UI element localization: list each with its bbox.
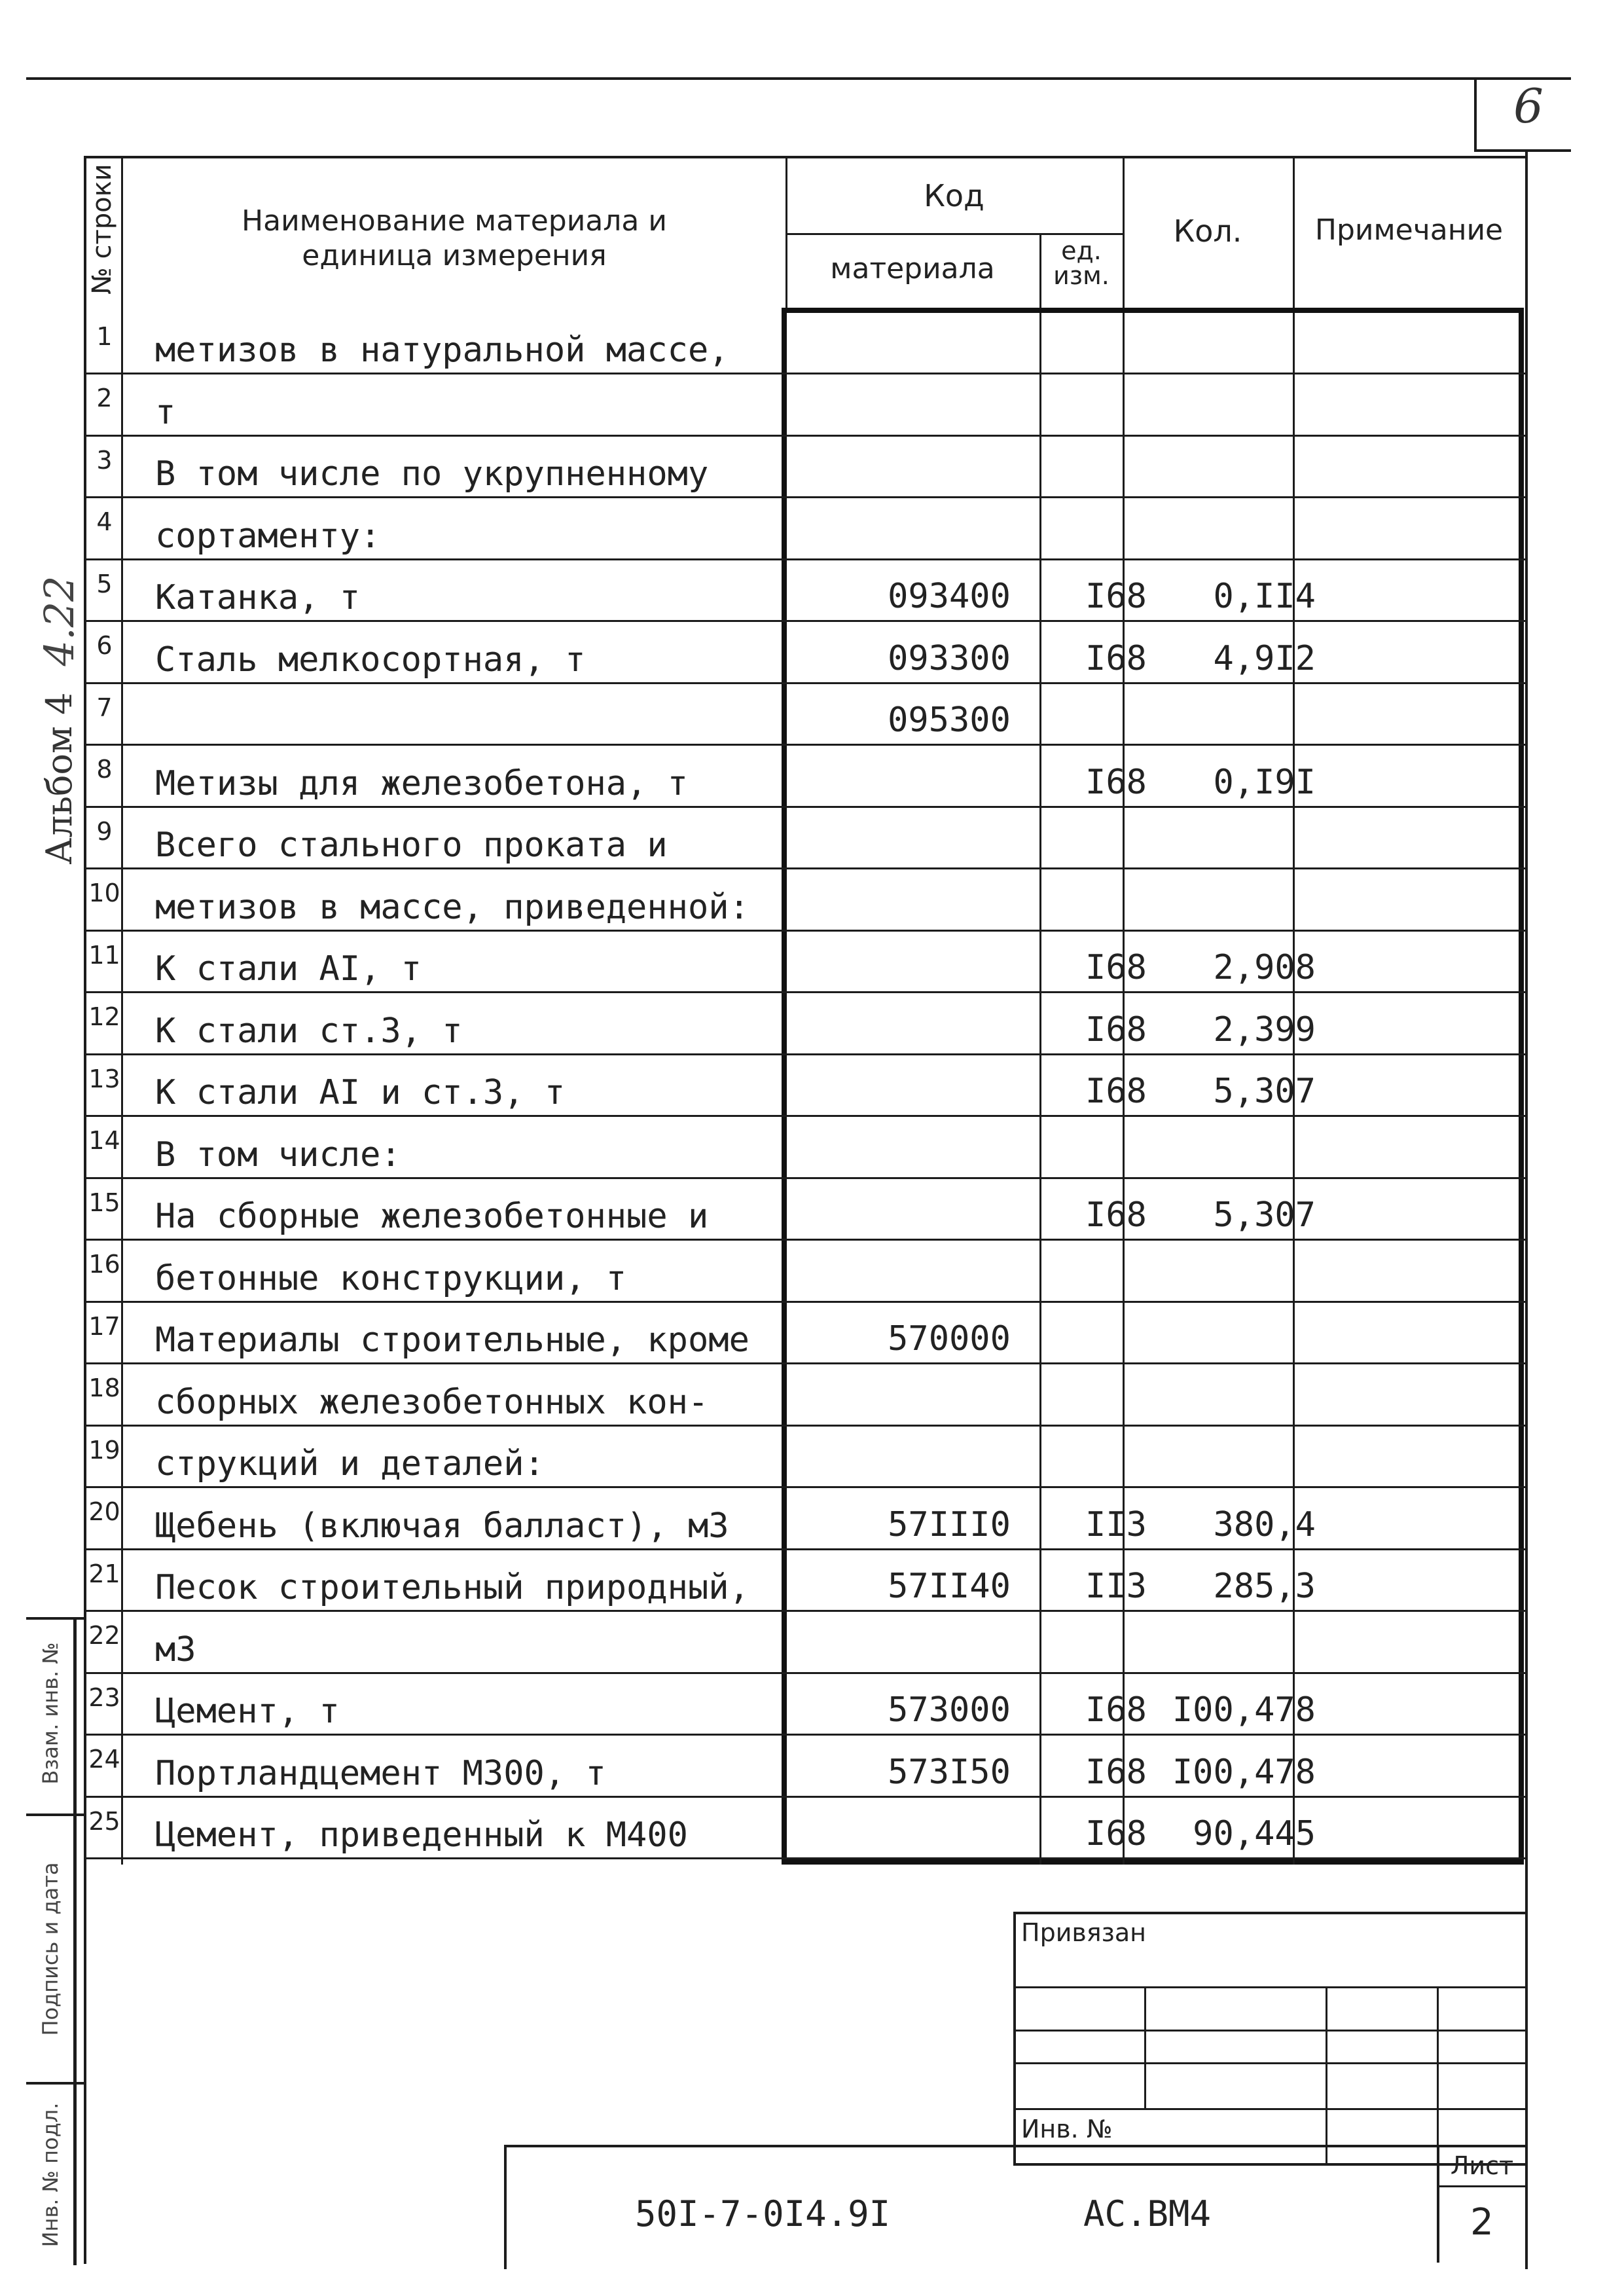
material-code-cell xyxy=(825,1179,1074,1239)
table-row xyxy=(86,313,1525,374)
material-code-cell xyxy=(825,932,1074,991)
table-row xyxy=(86,1488,1525,1550)
row-number-cell: 25 xyxy=(88,1806,120,1836)
note-cell xyxy=(1329,437,1525,496)
material-code-cell xyxy=(825,1241,1074,1300)
unit-code-cell: I68 xyxy=(1085,1010,1147,1049)
note-cell xyxy=(1329,560,1525,620)
table-row xyxy=(86,1364,1525,1426)
table-row xyxy=(86,1427,1525,1488)
unit-code-cell: I68 xyxy=(1085,762,1147,802)
quantity-cell: 285,3 xyxy=(1213,1567,1316,1607)
row-number-cell: 6 xyxy=(96,631,113,661)
table-row xyxy=(86,993,1525,1055)
unit-code-cell: II3 xyxy=(1085,1567,1147,1607)
material-code-cell xyxy=(825,498,1074,558)
note-cell xyxy=(1329,1303,1525,1362)
doc-code: 50I-7-0I4.9I xyxy=(635,2193,891,2234)
table-row xyxy=(86,1798,1525,1859)
material-name-cell: В том числе: xyxy=(155,1135,401,1175)
side-stamp-line xyxy=(73,1617,77,2265)
table-row xyxy=(86,746,1525,807)
note-cell xyxy=(1329,1055,1525,1115)
table-row xyxy=(86,560,1525,622)
header-name-2: единица измерения xyxy=(302,239,607,272)
note-cell xyxy=(1329,313,1525,373)
material-code-cell xyxy=(825,437,1074,496)
header-name-1: Наименование материала и xyxy=(242,204,667,238)
material-name-cell: К стали АI, т xyxy=(155,949,422,989)
row-number-cell: 3 xyxy=(96,445,113,475)
unit-code-cell xyxy=(1074,1364,1159,1424)
table-row xyxy=(86,1241,1525,1302)
table-row xyxy=(86,1303,1525,1364)
row-number-cell: 10 xyxy=(88,879,120,908)
material-code-cell xyxy=(825,1612,1074,1671)
unit-code-cell xyxy=(1074,1303,1159,1362)
table-row xyxy=(86,808,1525,869)
material-code-cell: 093400 xyxy=(888,577,1011,617)
note-cell xyxy=(1329,1179,1525,1239)
material-code-cell: 095300 xyxy=(888,701,1011,740)
material-name-cell: В том числе по укрупненному xyxy=(155,454,709,494)
row-number-cell: 19 xyxy=(88,1435,120,1465)
row-number-cell: 17 xyxy=(88,1311,120,1341)
quantity-cell xyxy=(1159,313,1329,373)
material-name-cell: Цемент, приведенный к М400 xyxy=(155,1815,688,1855)
tied-v2 xyxy=(1326,1986,1327,2163)
quantity-cell: 5,307 xyxy=(1213,1195,1316,1235)
note-cell xyxy=(1329,993,1525,1053)
table-row xyxy=(86,1674,1525,1736)
sheet-corner-vline xyxy=(1474,77,1477,151)
quantity-cell: 4,9I2 xyxy=(1213,638,1316,678)
quantity-cell: I00,478 xyxy=(1172,1690,1316,1730)
quantity-cell xyxy=(1159,1303,1329,1362)
quantity-cell: 2,399 xyxy=(1213,1010,1316,1049)
material-code-cell: 57II40 xyxy=(888,1567,1011,1607)
quantity-cell xyxy=(1159,869,1329,929)
row-number-cell: 4 xyxy=(96,507,113,537)
unit-code-cell xyxy=(1074,684,1159,744)
note-cell xyxy=(1329,1241,1525,1300)
unit-code-cell: I68 xyxy=(1085,1752,1147,1792)
quantity-cell xyxy=(1159,498,1329,558)
row-number-cell: 21 xyxy=(88,1559,120,1588)
row-number-cell: 5 xyxy=(96,569,113,598)
unit-code-cell xyxy=(1074,1117,1159,1176)
note-cell xyxy=(1329,684,1525,744)
table-row xyxy=(86,374,1525,436)
unit-code-cell xyxy=(1074,313,1159,373)
material-name-cell: сборных железобетонных кон- xyxy=(155,1382,709,1422)
unit-code-cell xyxy=(1074,1427,1159,1486)
material-code-cell: 093300 xyxy=(888,638,1011,678)
material-name-cell: Метизы для железобетона, т xyxy=(155,763,688,803)
unit-code-cell: I68 xyxy=(1085,577,1147,617)
row-number-cell: 12 xyxy=(88,1002,120,1032)
row-number-cell: 23 xyxy=(88,1683,120,1712)
note-cell xyxy=(1329,808,1525,867)
note-cell xyxy=(1329,498,1525,558)
row-number-cell: 15 xyxy=(88,1188,120,1217)
material-name-cell: Всего стального проката и xyxy=(155,826,668,866)
table-row xyxy=(86,498,1525,560)
header-qty: Кол. xyxy=(1173,213,1242,249)
material-code-cell xyxy=(825,746,1074,805)
tied-h2 xyxy=(1013,2030,1526,2032)
note-cell xyxy=(1329,869,1525,929)
material-name-cell: Щебень (включая балласт), м3 xyxy=(155,1506,729,1546)
material-code-cell xyxy=(825,1055,1074,1115)
note-cell xyxy=(1329,1612,1525,1671)
material-code-cell xyxy=(825,808,1074,867)
header-code-unit: ед. изм. xyxy=(1053,236,1110,290)
quantity-cell: 380,4 xyxy=(1213,1504,1316,1544)
header-code-group: Код xyxy=(924,178,984,213)
unit-code-cell xyxy=(1074,498,1159,558)
top-border xyxy=(26,77,1571,80)
material-name-cell: Материалы строительные, кроме xyxy=(155,1321,749,1360)
row-number-cell: 24 xyxy=(88,1745,120,1774)
row-number-cell: 8 xyxy=(96,755,113,784)
material-code-cell: 573000 xyxy=(888,1690,1011,1730)
row-number-cell: 2 xyxy=(96,384,113,413)
row-number-cell: 22 xyxy=(88,1621,120,1650)
tied-v1 xyxy=(1144,1986,1146,2108)
table-row xyxy=(86,1612,1525,1673)
material-name-cell: бетонные конструкции, т xyxy=(155,1258,627,1298)
tied-h4 xyxy=(1013,2108,1526,2110)
material-name-cell xyxy=(122,684,825,744)
material-code-cell xyxy=(825,1364,1074,1424)
unit-code-cell xyxy=(1074,808,1159,867)
sheet-cell-h xyxy=(1437,2185,1526,2187)
unit-code-cell: I68 xyxy=(1085,1813,1147,1853)
unit-code-cell xyxy=(1074,1241,1159,1300)
tied-h3 xyxy=(1013,2062,1526,2064)
quantity-cell xyxy=(1159,1241,1329,1300)
material-name-cell: сортаменту: xyxy=(155,516,381,556)
unit-code-cell xyxy=(1074,1612,1159,1671)
material-name-cell: Цемент, т xyxy=(155,1692,340,1732)
material-code-cell xyxy=(825,313,1074,373)
material-name-cell: Песок строительный природный, xyxy=(155,1568,749,1608)
row-number-cell: 14 xyxy=(88,1126,120,1156)
material-name-cell: Сталь мелкосортная, т xyxy=(155,640,586,680)
hcol-3 xyxy=(1039,233,1041,313)
sheet-corner-hline xyxy=(1474,149,1571,152)
unit-code-cell: I68 xyxy=(1085,1072,1147,1112)
row-number-cell: 9 xyxy=(96,816,113,846)
note-cell xyxy=(1329,1736,1525,1795)
unit-code-cell: I68 xyxy=(1085,1690,1147,1730)
note-cell xyxy=(1329,1488,1525,1548)
material-name-cell: К стали АI и ст.3, т xyxy=(155,1073,566,1113)
table-row xyxy=(86,869,1525,931)
note-cell xyxy=(1329,622,1525,682)
material-name-cell: струкций и деталей: xyxy=(155,1444,545,1484)
table-row xyxy=(86,684,1525,746)
material-name-cell: т xyxy=(155,392,176,432)
unit-code-cell xyxy=(1074,374,1159,434)
material-name-cell: метизов в массе, приведенной: xyxy=(155,887,749,927)
table-row xyxy=(86,1117,1525,1178)
material-name-cell: метизов в натуральной массе, xyxy=(155,331,729,371)
quantity-cell xyxy=(1159,1612,1329,1671)
material-code-cell xyxy=(825,1117,1074,1176)
quantity-cell: I00,478 xyxy=(1172,1752,1316,1792)
tied-label: Привязан xyxy=(1021,1918,1146,1947)
quantity-cell xyxy=(1159,1427,1329,1486)
unit-code-cell: II3 xyxy=(1085,1504,1147,1544)
unit-code-cell: I68 xyxy=(1085,948,1147,988)
material-code-cell: 573I50 xyxy=(888,1752,1011,1792)
inv-label: Инв. № xyxy=(1021,2115,1113,2143)
side-stamp-inv-podl: Инв. № подл. xyxy=(38,2102,63,2248)
unit-code-cell xyxy=(1074,437,1159,496)
unit-code-cell xyxy=(1074,869,1159,929)
quantity-cell: 5,307 xyxy=(1213,1072,1316,1112)
quantity-cell: 0,II4 xyxy=(1213,577,1316,617)
quantity-cell: 2,908 xyxy=(1213,948,1316,988)
note-cell xyxy=(1329,1427,1525,1486)
tied-v3 xyxy=(1437,1986,1439,2163)
material-name-cell: Портландцемент М300, т xyxy=(155,1753,606,1793)
quantity-cell xyxy=(1159,374,1329,434)
table-row xyxy=(86,1736,1525,1797)
header-row-no: № строки xyxy=(87,164,117,295)
side-stamp-sign: Подпись и дата xyxy=(38,1862,63,2036)
material-name-cell: На сборные железобетонные и xyxy=(155,1197,709,1237)
album-handwritten: 4.22 xyxy=(35,575,83,666)
material-code-cell xyxy=(825,374,1074,434)
note-cell xyxy=(1329,746,1525,805)
album-label: Альбом 4 xyxy=(38,692,80,865)
quantity-cell xyxy=(1159,1117,1329,1176)
note-cell xyxy=(1329,1117,1525,1176)
header-note: Примечание xyxy=(1314,213,1504,247)
quantity-cell xyxy=(1159,437,1329,496)
sheet-number: 2 xyxy=(1470,2201,1494,2244)
note-cell xyxy=(1329,1364,1525,1424)
code-sub-line xyxy=(785,233,1123,235)
material-code-cell xyxy=(825,869,1074,929)
row-number-cell: 13 xyxy=(88,1064,120,1093)
table-row xyxy=(86,622,1525,683)
row-number-cell: 7 xyxy=(96,693,113,722)
header-top-line xyxy=(84,156,1528,158)
material-name-cell: м3 xyxy=(155,1630,196,1669)
material-name-cell: К стали ст.3, т xyxy=(155,1011,463,1051)
note-cell xyxy=(1329,932,1525,991)
row-number-cell: 1 xyxy=(96,322,113,351)
table-row xyxy=(86,1179,1525,1241)
row-number-cell: 20 xyxy=(88,1497,120,1527)
material-code-cell xyxy=(825,1427,1074,1486)
table-row xyxy=(86,1055,1525,1117)
quantity-cell: 90,445 xyxy=(1193,1813,1316,1853)
row-number-cell: 18 xyxy=(88,1374,120,1403)
tied-h1 xyxy=(1013,1986,1526,1988)
material-code-cell xyxy=(825,993,1074,1053)
note-cell xyxy=(1329,1674,1525,1734)
sheet-corner-number: 6 xyxy=(1513,79,1543,134)
sheet-label: Лист xyxy=(1450,2151,1514,2180)
unit-code-cell: I68 xyxy=(1085,638,1147,678)
unit-code-cell: I68 xyxy=(1085,1195,1147,1235)
note-cell xyxy=(1329,374,1525,434)
header-code-material: материала xyxy=(830,252,995,285)
quantity-cell xyxy=(1159,684,1329,744)
material-code-cell: 570000 xyxy=(888,1319,1011,1359)
material-code-cell: 57III0 xyxy=(888,1504,1011,1544)
quantity-cell xyxy=(1159,1364,1329,1424)
table-row xyxy=(86,1550,1525,1612)
material-code-cell xyxy=(825,1798,1074,1857)
row-number-cell: 16 xyxy=(88,1250,120,1279)
note-cell xyxy=(1329,1550,1525,1610)
side-stamp-vzam: Взам. инв. № xyxy=(38,1642,63,1785)
doc-mark: АС.ВМ4 xyxy=(1083,2193,1212,2234)
table-row xyxy=(86,437,1525,498)
note-cell xyxy=(1329,1798,1525,1857)
table-row xyxy=(86,932,1525,993)
quantity-cell xyxy=(1159,808,1329,867)
quantity-cell: 0,I9I xyxy=(1213,762,1316,802)
material-name-cell: Катанка, т xyxy=(155,578,361,618)
row-number-cell: 11 xyxy=(88,940,120,970)
